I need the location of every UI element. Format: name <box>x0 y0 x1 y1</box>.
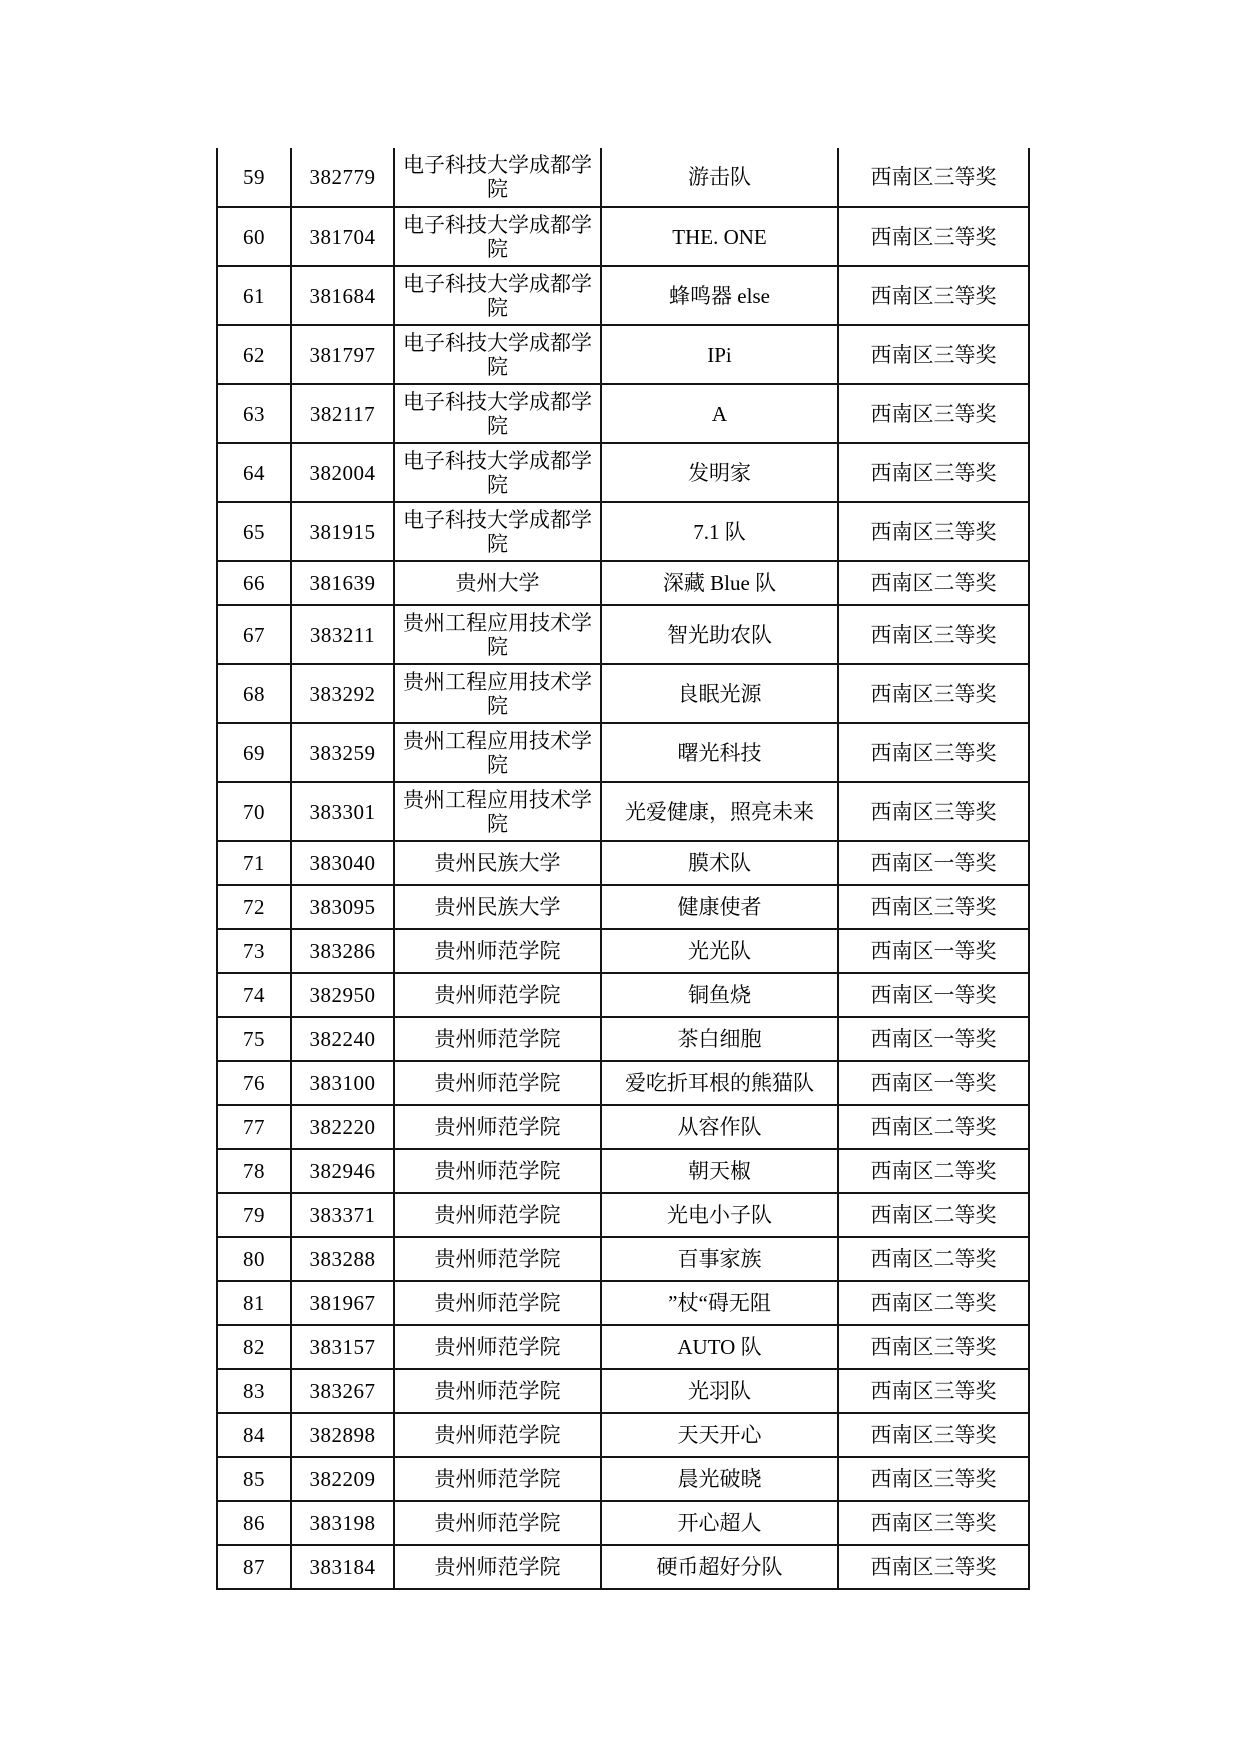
row-number-cell: 84 <box>217 1413 291 1457</box>
team-id-cell: 383292 <box>291 664 394 723</box>
award-level-cell: 西南区二等奖 <box>838 1149 1029 1193</box>
team-id-cell: 383259 <box>291 723 394 782</box>
award-level-cell: 西南区三等奖 <box>838 384 1029 443</box>
team-name-cell: 游击队 <box>601 148 838 207</box>
team-name-cell: 硬币超好分队 <box>601 1545 838 1589</box>
school-name-cell: 电子科技大学成都学院 <box>394 502 601 561</box>
award-table-body <box>217 148 1029 1589</box>
table-row <box>217 1149 1029 1193</box>
row-number-cell: 87 <box>217 1545 291 1589</box>
row-number-cell: 85 <box>217 1457 291 1501</box>
team-name-cell: 曙光科技 <box>601 723 838 782</box>
table-row <box>217 1061 1029 1105</box>
team-id-cell: 383184 <box>291 1545 394 1589</box>
award-level-cell: 西南区三等奖 <box>838 207 1029 266</box>
table-row <box>217 1413 1029 1457</box>
award-level-cell: 西南区三等奖 <box>838 266 1029 325</box>
team-id-cell: 383095 <box>291 885 394 929</box>
team-id-cell: 381684 <box>291 266 394 325</box>
school-name-cell: 贵州师范学院 <box>394 1017 601 1061</box>
award-level-cell: 西南区一等奖 <box>838 1017 1029 1061</box>
team-id-cell: 383211 <box>291 605 394 664</box>
team-name-cell: THE. ONE <box>601 207 838 266</box>
table-row <box>217 1369 1029 1413</box>
row-number-cell: 78 <box>217 1149 291 1193</box>
award-level-cell: 西南区一等奖 <box>838 841 1029 885</box>
award-level-cell: 西南区三等奖 <box>838 325 1029 384</box>
team-id-cell: 383157 <box>291 1325 394 1369</box>
team-name-cell: 晨光破晓 <box>601 1457 838 1501</box>
table-row <box>217 782 1029 841</box>
award-level-cell: 西南区三等奖 <box>838 1369 1029 1413</box>
row-number-cell: 74 <box>217 973 291 1017</box>
team-name-cell: 深藏 Blue 队 <box>601 561 838 605</box>
award-level-cell: 西南区三等奖 <box>838 1457 1029 1501</box>
row-number-cell: 86 <box>217 1501 291 1545</box>
school-name-cell: 贵州师范学院 <box>394 1325 601 1369</box>
table-row <box>217 664 1029 723</box>
table-row <box>217 1457 1029 1501</box>
team-id-cell: 381915 <box>291 502 394 561</box>
award-level-cell: 西南区一等奖 <box>838 1061 1029 1105</box>
school-name-cell: 贵州师范学院 <box>394 1105 601 1149</box>
table-row <box>217 384 1029 443</box>
school-name-cell: 贵州师范学院 <box>394 1457 601 1501</box>
row-number-cell: 59 <box>217 148 291 207</box>
row-number-cell: 75 <box>217 1017 291 1061</box>
award-level-cell: 西南区三等奖 <box>838 148 1029 207</box>
school-name-cell: 贵州工程应用技术学院 <box>394 723 601 782</box>
team-id-cell: 383198 <box>291 1501 394 1545</box>
table-row <box>217 605 1029 664</box>
table-row <box>217 1237 1029 1281</box>
school-name-cell: 电子科技大学成都学院 <box>394 443 601 502</box>
school-name-cell: 贵州师范学院 <box>394 1149 601 1193</box>
team-name-cell: 光光队 <box>601 929 838 973</box>
row-number-cell: 66 <box>217 561 291 605</box>
row-number-cell: 70 <box>217 782 291 841</box>
award-level-cell: 西南区三等奖 <box>838 605 1029 664</box>
team-name-cell: 茶白细胞 <box>601 1017 838 1061</box>
team-id-cell: 381704 <box>291 207 394 266</box>
table-row <box>217 1105 1029 1149</box>
team-id-cell: 383288 <box>291 1237 394 1281</box>
school-name-cell: 贵州大学 <box>394 561 601 605</box>
table-row <box>217 841 1029 885</box>
row-number-cell: 65 <box>217 502 291 561</box>
table-row <box>217 1017 1029 1061</box>
table-row <box>217 723 1029 782</box>
award-level-cell: 西南区三等奖 <box>838 1325 1029 1369</box>
award-level-cell: 西南区一等奖 <box>838 929 1029 973</box>
row-number-cell: 62 <box>217 325 291 384</box>
team-name-cell: 智光助农队 <box>601 605 838 664</box>
team-name-cell: ”杖“碍无阻 <box>601 1281 838 1325</box>
team-id-cell: 382946 <box>291 1149 394 1193</box>
award-level-cell: 西南区三等奖 <box>838 782 1029 841</box>
team-name-cell: 朝天椒 <box>601 1149 838 1193</box>
school-name-cell: 电子科技大学成都学院 <box>394 325 601 384</box>
table-row <box>217 1193 1029 1237</box>
row-number-cell: 64 <box>217 443 291 502</box>
team-id-cell: 383286 <box>291 929 394 973</box>
team-id-cell: 382240 <box>291 1017 394 1061</box>
team-name-cell: A <box>601 384 838 443</box>
school-name-cell: 贵州工程应用技术学院 <box>394 782 601 841</box>
school-name-cell: 贵州师范学院 <box>394 1413 601 1457</box>
team-name-cell: 爱吃折耳根的熊猫队 <box>601 1061 838 1105</box>
team-id-cell: 382950 <box>291 973 394 1017</box>
row-number-cell: 71 <box>217 841 291 885</box>
school-name-cell: 贵州师范学院 <box>394 929 601 973</box>
team-id-cell: 381639 <box>291 561 394 605</box>
table-row <box>217 1281 1029 1325</box>
award-level-cell: 西南区二等奖 <box>838 1237 1029 1281</box>
team-id-cell: 383100 <box>291 1061 394 1105</box>
school-name-cell: 电子科技大学成都学院 <box>394 266 601 325</box>
team-id-cell: 383371 <box>291 1193 394 1237</box>
award-level-cell: 西南区二等奖 <box>838 561 1029 605</box>
school-name-cell: 贵州师范学院 <box>394 1281 601 1325</box>
team-name-cell: 7.1 队 <box>601 502 838 561</box>
team-name-cell: 百事家族 <box>601 1237 838 1281</box>
team-id-cell: 383040 <box>291 841 394 885</box>
school-name-cell: 贵州民族大学 <box>394 885 601 929</box>
team-id-cell: 383301 <box>291 782 394 841</box>
table-row <box>217 1501 1029 1545</box>
row-number-cell: 83 <box>217 1369 291 1413</box>
team-name-cell: 蜂鸣器 else <box>601 266 838 325</box>
row-number-cell: 69 <box>217 723 291 782</box>
school-name-cell: 贵州师范学院 <box>394 1501 601 1545</box>
team-name-cell: IPi <box>601 325 838 384</box>
school-name-cell: 贵州师范学院 <box>394 1237 601 1281</box>
row-number-cell: 81 <box>217 1281 291 1325</box>
row-number-cell: 82 <box>217 1325 291 1369</box>
row-number-cell: 68 <box>217 664 291 723</box>
award-level-cell: 西南区三等奖 <box>838 443 1029 502</box>
team-name-cell: 良眠光源 <box>601 664 838 723</box>
team-id-cell: 381967 <box>291 1281 394 1325</box>
team-name-cell: 发明家 <box>601 443 838 502</box>
table-row <box>217 502 1029 561</box>
row-number-cell: 73 <box>217 929 291 973</box>
row-number-cell: 80 <box>217 1237 291 1281</box>
team-name-cell: 光电小子队 <box>601 1193 838 1237</box>
award-level-cell: 西南区三等奖 <box>838 502 1029 561</box>
school-name-cell: 贵州师范学院 <box>394 1369 601 1413</box>
school-name-cell: 贵州工程应用技术学院 <box>394 664 601 723</box>
school-name-cell: 贵州师范学院 <box>394 1061 601 1105</box>
row-number-cell: 72 <box>217 885 291 929</box>
table-row <box>217 973 1029 1017</box>
award-level-cell: 西南区三等奖 <box>838 723 1029 782</box>
team-name-cell: 开心超人 <box>601 1501 838 1545</box>
row-number-cell: 79 <box>217 1193 291 1237</box>
team-name-cell: 健康使者 <box>601 885 838 929</box>
team-id-cell: 381797 <box>291 325 394 384</box>
team-name-cell: 天天开心 <box>601 1413 838 1457</box>
school-name-cell: 贵州师范学院 <box>394 973 601 1017</box>
table-row <box>217 561 1029 605</box>
table-row <box>217 266 1029 325</box>
row-number-cell: 77 <box>217 1105 291 1149</box>
team-name-cell: 从容作队 <box>601 1105 838 1149</box>
award-level-cell: 西南区二等奖 <box>838 1193 1029 1237</box>
team-id-cell: 382898 <box>291 1413 394 1457</box>
team-id-cell: 382220 <box>291 1105 394 1149</box>
team-id-cell: 382004 <box>291 443 394 502</box>
row-number-cell: 61 <box>217 266 291 325</box>
row-number-cell: 67 <box>217 605 291 664</box>
team-name-cell: 膜术队 <box>601 841 838 885</box>
award-level-cell: 西南区三等奖 <box>838 885 1029 929</box>
award-level-cell: 西南区一等奖 <box>838 973 1029 1017</box>
school-name-cell: 贵州民族大学 <box>394 841 601 885</box>
award-level-cell: 西南区三等奖 <box>838 1501 1029 1545</box>
table-row <box>217 443 1029 502</box>
team-id-cell: 382779 <box>291 148 394 207</box>
school-name-cell: 贵州工程应用技术学院 <box>394 605 601 664</box>
table-row <box>217 207 1029 266</box>
team-name-cell: 光爱健康，照亮未来 <box>601 782 838 841</box>
award-level-cell: 西南区二等奖 <box>838 1281 1029 1325</box>
row-number-cell: 76 <box>217 1061 291 1105</box>
team-id-cell: 382209 <box>291 1457 394 1501</box>
school-name-cell: 贵州师范学院 <box>394 1545 601 1589</box>
team-name-cell: 铜鱼烧 <box>601 973 838 1017</box>
school-name-cell: 贵州师范学院 <box>394 1193 601 1237</box>
table-row <box>217 1325 1029 1369</box>
award-table <box>216 148 1030 1590</box>
table-row <box>217 325 1029 384</box>
team-name-cell: AUTO 队 <box>601 1325 838 1369</box>
award-level-cell: 西南区三等奖 <box>838 664 1029 723</box>
award-level-cell: 西南区三等奖 <box>838 1413 1029 1457</box>
table-row <box>217 929 1029 973</box>
table-row <box>217 148 1029 207</box>
table-row <box>217 1545 1029 1589</box>
school-name-cell: 电子科技大学成都学院 <box>394 207 601 266</box>
table-row <box>217 885 1029 929</box>
school-name-cell: 电子科技大学成都学院 <box>394 148 601 207</box>
award-level-cell: 西南区二等奖 <box>838 1105 1029 1149</box>
row-number-cell: 60 <box>217 207 291 266</box>
team-id-cell: 382117 <box>291 384 394 443</box>
award-level-cell: 西南区三等奖 <box>838 1545 1029 1589</box>
school-name-cell: 电子科技大学成都学院 <box>394 384 601 443</box>
team-id-cell: 383267 <box>291 1369 394 1413</box>
row-number-cell: 63 <box>217 384 291 443</box>
team-name-cell: 光羽队 <box>601 1369 838 1413</box>
